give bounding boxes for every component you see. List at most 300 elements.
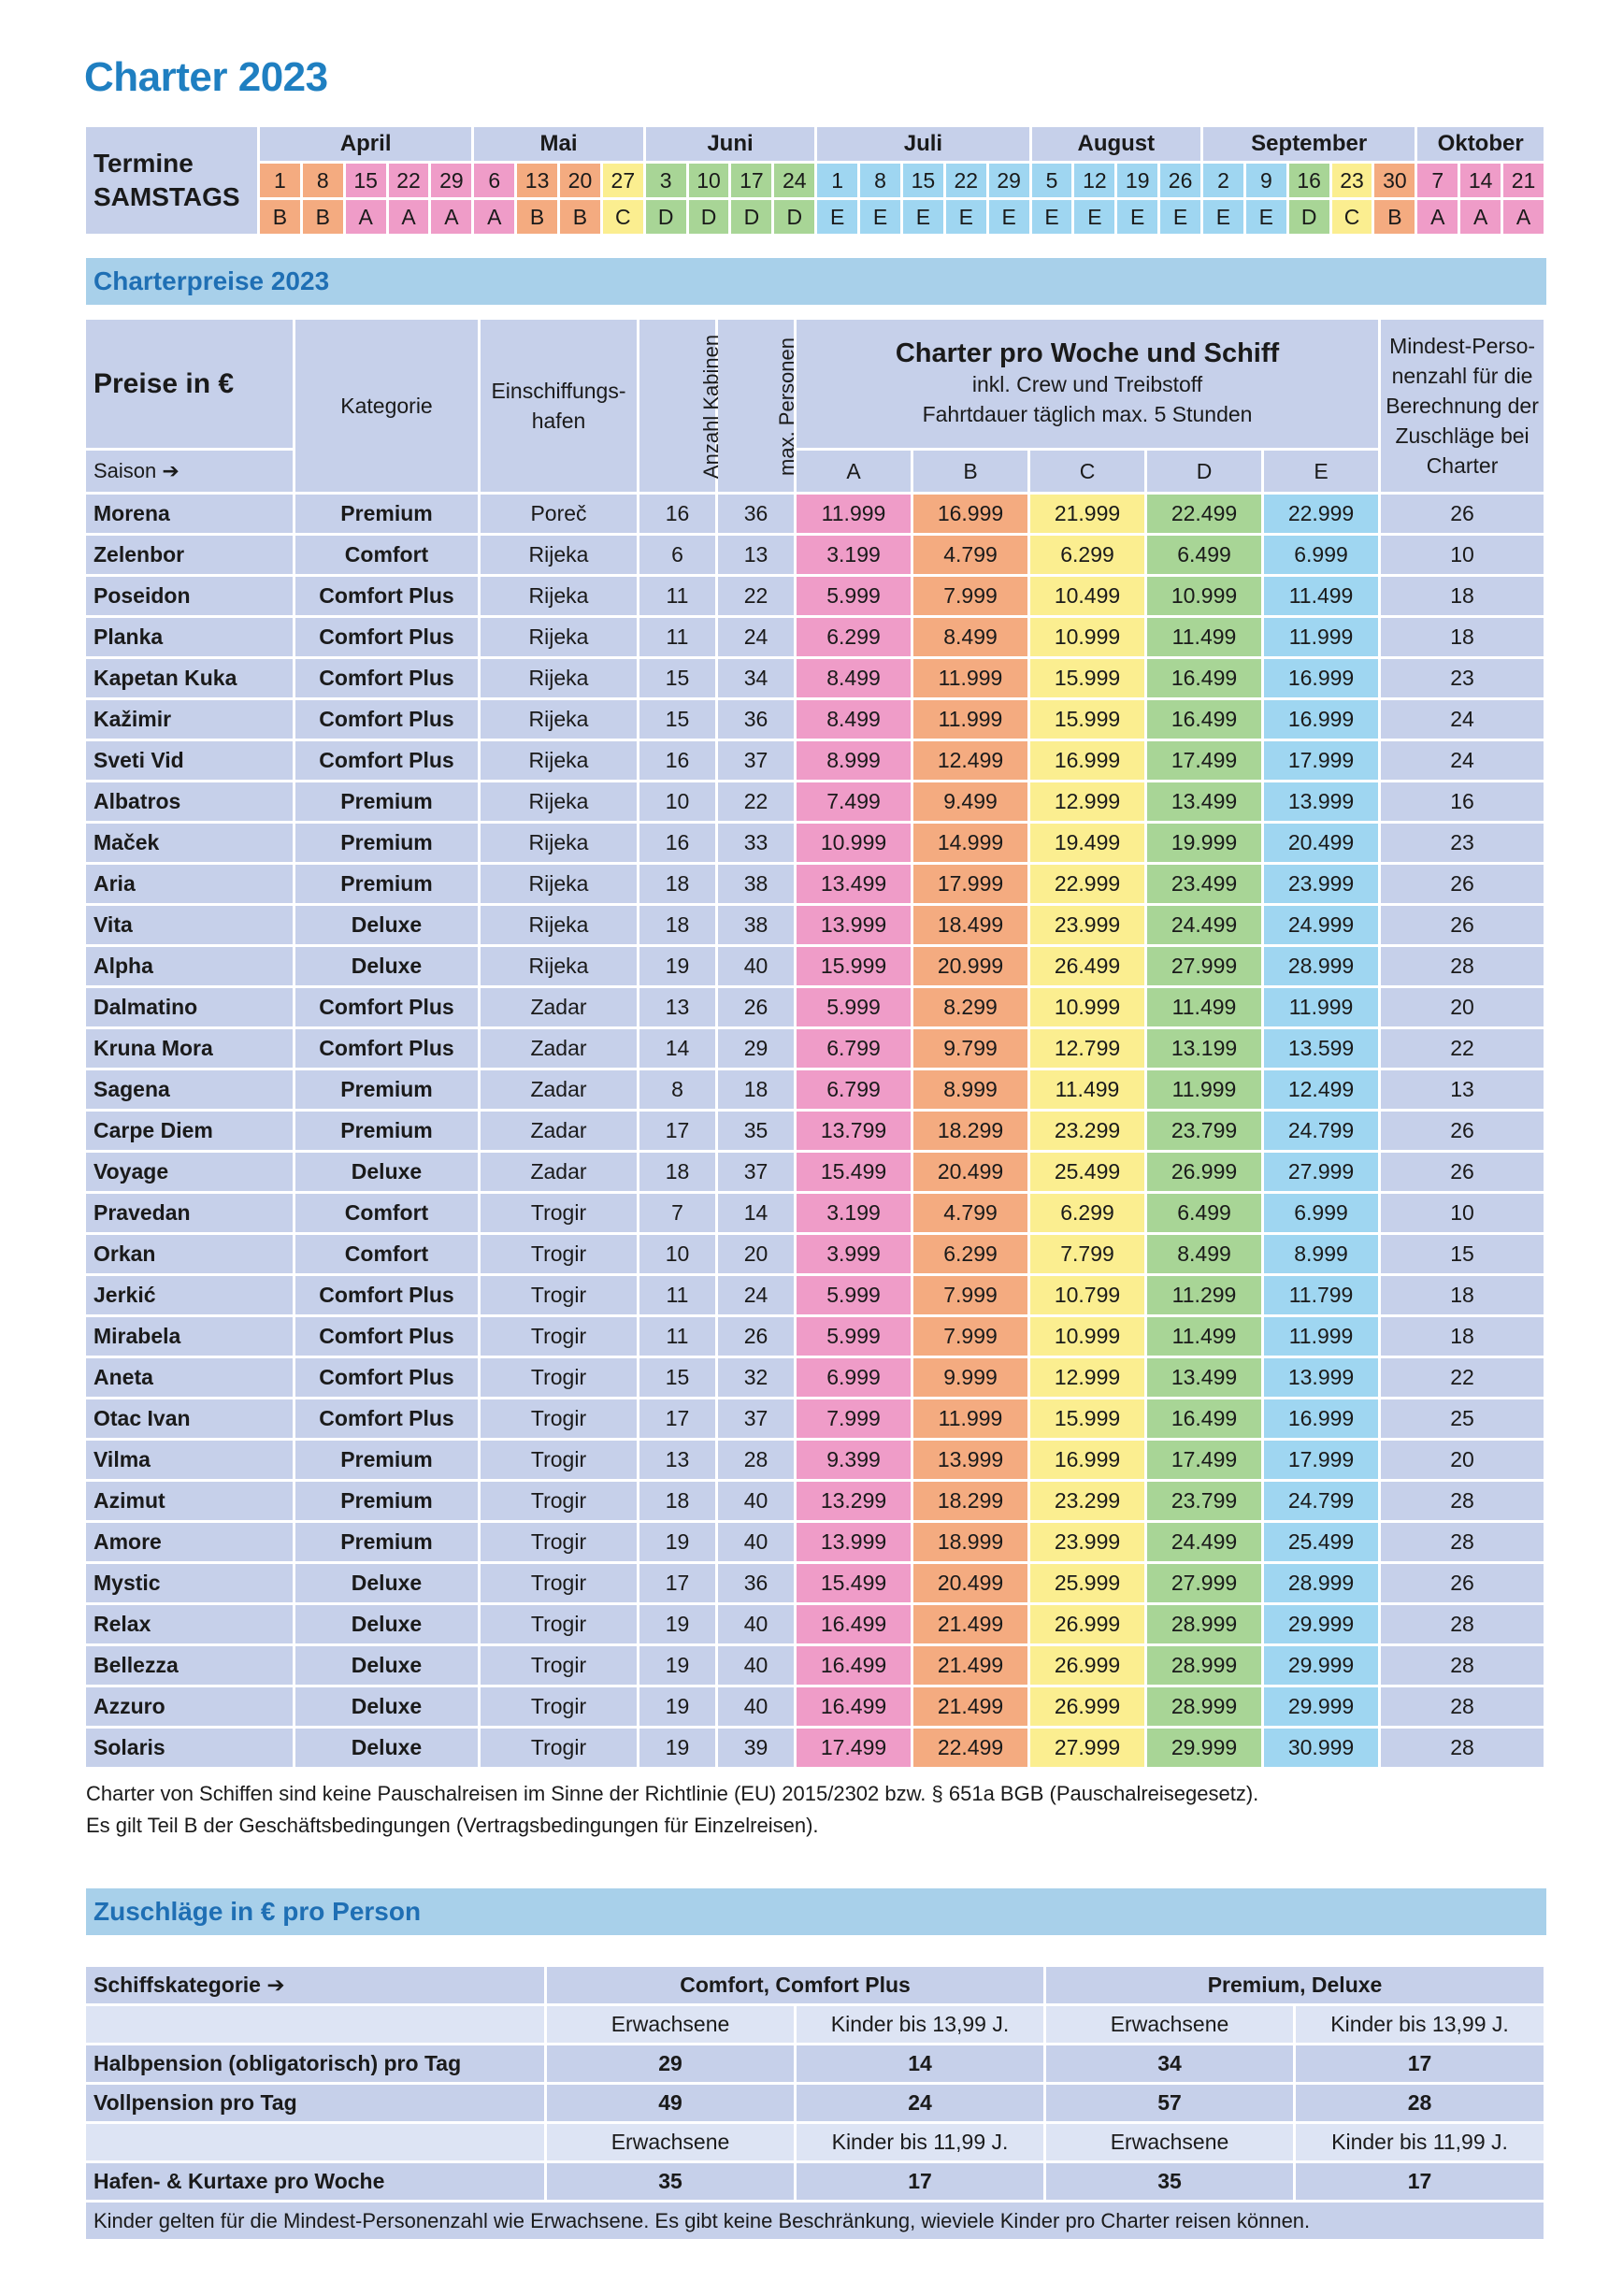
ship-mindest: 23 [1381, 659, 1546, 700]
price-b: 4.799 [913, 1194, 1030, 1235]
price-a: 17.499 [797, 1729, 913, 1770]
ship-kabinen: 15 [639, 700, 718, 741]
ship-hafen: Trogir [481, 1523, 639, 1564]
price-c: 6.299 [1030, 536, 1147, 577]
price-a: 3.199 [797, 536, 913, 577]
ship-kabinen: 15 [639, 659, 718, 700]
price-a: 6.999 [797, 1358, 913, 1399]
zuschlaege-row [86, 2163, 1546, 2203]
zuschlaege-value: 28 [1296, 2085, 1546, 2124]
ship-kategorie: Comfort Plus [295, 618, 481, 659]
termin-day: 10 [689, 164, 732, 200]
ship-kabinen: 13 [639, 1441, 718, 1482]
zuschlaege-row-label: Hafen- & Kurtaxe pro Woche [86, 2163, 547, 2203]
month-mai: Mai [474, 127, 645, 164]
ship-kabinen: 17 [639, 1564, 718, 1605]
header-hafen-line1: Einschiffungs- [491, 379, 626, 403]
price-e: 11.999 [1264, 988, 1381, 1029]
price-e: 16.999 [1264, 700, 1381, 741]
price-c: 27.999 [1030, 1729, 1147, 1770]
price-b: 7.999 [913, 577, 1030, 618]
ship-kabinen: 18 [639, 1482, 718, 1523]
price-b: 6.299 [913, 1235, 1030, 1276]
price-d: 22.499 [1147, 495, 1264, 536]
legal-note-line1: Charter von Schiffen sind keine Pauschalreisen im Sinne der Richtlinie (EU) 2015/2302 bzw. § 651a BGB (Pauschalreisegesetz). [86, 1782, 1259, 1805]
ship-hafen: Zadar [481, 1112, 639, 1153]
price-e: 13.999 [1264, 1358, 1381, 1399]
termin-day: 27 [603, 164, 646, 200]
ship-personen: 22 [718, 782, 797, 824]
ship-kategorie: Deluxe [295, 947, 481, 988]
ship-kategorie: Deluxe [295, 1646, 481, 1687]
price-b: 12.499 [913, 741, 1030, 782]
termin-day: 17 [731, 164, 774, 200]
zuschlaege-subheader: Kinder bis 13,99 J. [1296, 2006, 1546, 2045]
termin-day: 8 [303, 164, 346, 200]
ship-name: Bellezza [86, 1646, 295, 1687]
price-c: 6.299 [1030, 1194, 1147, 1235]
header-hafen [481, 320, 639, 495]
price-c: 22.999 [1030, 865, 1147, 906]
zuschlaege-value: 17 [1296, 2045, 1546, 2085]
price-b: 18.299 [913, 1482, 1030, 1523]
ship-kabinen: 11 [639, 1276, 718, 1317]
ship-kategorie: Deluxe [295, 1153, 481, 1194]
price-c: 26.999 [1030, 1687, 1147, 1729]
zuschlaege-value: 17 [797, 2163, 1046, 2203]
price-c: 15.999 [1030, 1399, 1147, 1441]
ship-kategorie: Comfort Plus [295, 1399, 481, 1441]
zuschlaege-value: 14 [797, 2045, 1046, 2085]
ship-mindest: 28 [1381, 1605, 1546, 1646]
price-d: 27.999 [1147, 1564, 1264, 1605]
ship-personen: 37 [718, 1399, 797, 1441]
price-a: 11.999 [797, 495, 913, 536]
termin-day: 19 [1117, 164, 1160, 200]
price-a: 6.799 [797, 1029, 913, 1070]
price-c: 19.499 [1030, 824, 1147, 865]
price-c: 23.299 [1030, 1112, 1147, 1153]
ship-name: Aneta [86, 1358, 295, 1399]
ship-hafen: Poreč [481, 495, 639, 536]
ship-personen: 36 [718, 495, 797, 536]
ship-mindest: 10 [1381, 536, 1546, 577]
ship-kategorie: Deluxe [295, 906, 481, 947]
price-c: 23.999 [1030, 906, 1147, 947]
zuschlaege-row [86, 2045, 1546, 2085]
ship-kabinen: 19 [639, 1523, 718, 1564]
ship-name: Alpha [86, 947, 295, 988]
ship-personen: 40 [718, 1523, 797, 1564]
termin-season: D [1289, 200, 1332, 237]
ship-name: Kapetan Kuka [86, 659, 295, 700]
termin-season: E [989, 200, 1032, 237]
header-mindest-4: Zuschläge bei [1395, 423, 1530, 448]
price-e: 24.799 [1264, 1482, 1381, 1523]
ship-name: Solaris [86, 1729, 295, 1770]
table-row [86, 741, 1546, 782]
ship-mindest: 28 [1381, 1729, 1546, 1770]
price-e: 11.999 [1264, 618, 1381, 659]
price-b: 11.999 [913, 1399, 1030, 1441]
ship-personen: 40 [718, 1605, 797, 1646]
zuschlaege-footer-note: Kinder gelten für die Mindest-Personenzahl wie Erwachsene. Es gibt keine Beschränkung, wieviele Kinder pro Charter reisen können. [86, 2203, 1546, 2242]
ship-kategorie: Comfort Plus [295, 1029, 481, 1070]
price-b: 8.299 [913, 988, 1030, 1029]
header-mindest-3: Berechnung der [1386, 394, 1539, 418]
header-kabinen-text: Anzahl Kabinen [699, 334, 724, 479]
ship-hafen: Zadar [481, 1153, 639, 1194]
ship-kabinen: 13 [639, 988, 718, 1029]
ship-hafen: Trogir [481, 1729, 639, 1770]
ship-hafen: Rijeka [481, 700, 639, 741]
zuschlaege-row-label: Vollpension pro Tag [86, 2085, 547, 2124]
ship-hafen: Rijeka [481, 947, 639, 988]
price-e: 27.999 [1264, 1153, 1381, 1194]
table-row [86, 495, 1546, 536]
price-b: 22.499 [913, 1729, 1030, 1770]
price-a: 15.999 [797, 947, 913, 988]
ship-kategorie: Comfort [295, 536, 481, 577]
ship-name: Pravedan [86, 1194, 295, 1235]
ship-kategorie: Premium [295, 782, 481, 824]
price-d: 11.999 [1147, 1070, 1264, 1112]
table-row [86, 1029, 1546, 1070]
price-b: 16.999 [913, 495, 1030, 536]
ship-hafen: Rijeka [481, 577, 639, 618]
ship-hafen: Rijeka [481, 906, 639, 947]
ship-hafen: Rijeka [481, 659, 639, 700]
price-b: 21.499 [913, 1605, 1030, 1646]
price-d: 6.499 [1147, 536, 1264, 577]
ship-hafen: Trogir [481, 1235, 639, 1276]
price-c: 11.499 [1030, 1070, 1147, 1112]
zuschlaege-group-premium: Premium, Deluxe [1046, 1967, 1546, 2006]
price-e: 12.499 [1264, 1070, 1381, 1112]
ship-hafen: Trogir [481, 1687, 639, 1729]
ship-personen: 37 [718, 741, 797, 782]
price-a: 5.999 [797, 577, 913, 618]
termin-season: A [1460, 200, 1503, 237]
page-title: Charter 2023 [84, 54, 328, 100]
termin-day: 22 [946, 164, 989, 200]
price-b: 8.999 [913, 1070, 1030, 1112]
price-c: 10.499 [1030, 577, 1147, 618]
price-d: 17.499 [1147, 741, 1264, 782]
price-c: 12.999 [1030, 1358, 1147, 1399]
zuschlaege-value: 49 [547, 2085, 797, 2124]
ship-kategorie: Premium [295, 865, 481, 906]
ship-personen: 26 [718, 1317, 797, 1358]
price-d: 10.999 [1147, 577, 1264, 618]
ship-kabinen: 19 [639, 1729, 718, 1770]
price-a: 15.499 [797, 1153, 913, 1194]
ship-kategorie: Comfort Plus [295, 1317, 481, 1358]
ship-kategorie: Deluxe [295, 1687, 481, 1729]
price-a: 3.999 [797, 1235, 913, 1276]
header-season-b: B [913, 451, 1030, 495]
table-row [86, 1399, 1546, 1441]
price-c: 23.999 [1030, 1523, 1147, 1564]
header-mindest-1: Mindest-Perso- [1389, 334, 1536, 358]
termin-season: B [517, 200, 560, 237]
termin-season: E [1246, 200, 1289, 237]
ship-personen: 26 [718, 988, 797, 1029]
price-b: 20.499 [913, 1564, 1030, 1605]
price-e: 11.499 [1264, 577, 1381, 618]
termin-day: 26 [1160, 164, 1203, 200]
ship-hafen: Trogir [481, 1317, 639, 1358]
ship-kategorie: Deluxe [295, 1729, 481, 1770]
price-a: 13.999 [797, 906, 913, 947]
ship-hafen: Rijeka [481, 741, 639, 782]
price-e: 28.999 [1264, 947, 1381, 988]
table-row [86, 1235, 1546, 1276]
ship-name: Kruna Mora [86, 1029, 295, 1070]
termin-season: B [260, 200, 303, 237]
zuschlaege-subheader: Kinder bis 13,99 J. [797, 2006, 1046, 2045]
header-charter-sub2: Fahrtdauer täglich max. 5 Stunden [922, 402, 1253, 426]
header-season-d: D [1147, 451, 1264, 495]
termin-season: E [817, 200, 860, 237]
ship-mindest: 26 [1381, 906, 1546, 947]
header-kabinen [639, 320, 724, 495]
price-d: 24.499 [1147, 906, 1264, 947]
termin-day: 16 [1289, 164, 1332, 200]
ship-name: Azimut [86, 1482, 295, 1523]
price-c: 26.499 [1030, 947, 1147, 988]
price-c: 15.999 [1030, 659, 1147, 700]
table-row [86, 700, 1546, 741]
price-a: 13.999 [797, 1523, 913, 1564]
table-row [86, 1605, 1546, 1646]
price-d: 8.499 [1147, 1235, 1264, 1276]
zuschlaege-row-label: Halbpension (obligatorisch) pro Tag [86, 2045, 547, 2085]
termin-day: 2 [1203, 164, 1246, 200]
zuschlaege-value: 35 [1046, 2163, 1296, 2203]
termin-season: A [431, 200, 474, 237]
ship-kabinen: 16 [639, 824, 718, 865]
zuschlaege-subheader: Erwachsene [547, 2124, 797, 2163]
ship-kategorie: Comfort Plus [295, 741, 481, 782]
price-a: 13.799 [797, 1112, 913, 1153]
table-row [86, 988, 1546, 1029]
ship-mindest: 28 [1381, 1523, 1546, 1564]
termin-day: 29 [431, 164, 474, 200]
price-d: 16.499 [1147, 1399, 1264, 1441]
termin-season: B [303, 200, 346, 237]
termin-day: 12 [1074, 164, 1117, 200]
header-season-a: A [797, 451, 913, 495]
zuschlaege-subheader-row [86, 2124, 1546, 2163]
header-charter-sub1: inkl. Crew und Treibstoff [971, 372, 1203, 396]
ship-kategorie: Deluxe [295, 1605, 481, 1646]
legal-note [86, 1778, 1258, 1842]
ship-hafen: Rijeka [481, 782, 639, 824]
header-kategorie: Kategorie [295, 320, 481, 495]
price-c: 10.999 [1030, 988, 1147, 1029]
ship-kabinen: 8 [639, 1070, 718, 1112]
termin-day: 7 [1417, 164, 1460, 200]
ship-kabinen: 15 [639, 1358, 718, 1399]
price-a: 10.999 [797, 824, 913, 865]
price-e: 29.999 [1264, 1687, 1381, 1729]
ship-personen: 24 [718, 618, 797, 659]
termine-label-line2: SAMSTAGS [93, 182, 240, 211]
table-row [86, 1646, 1546, 1687]
price-e: 11.999 [1264, 1317, 1381, 1358]
ship-mindest: 26 [1381, 1112, 1546, 1153]
ship-kategorie: Comfort Plus [295, 659, 481, 700]
table-row [86, 1070, 1546, 1112]
termin-day: 13 [517, 164, 560, 200]
price-b: 13.999 [913, 1441, 1030, 1482]
ship-kategorie: Comfort Plus [295, 700, 481, 741]
price-e: 17.999 [1264, 741, 1381, 782]
ship-name: Voyage [86, 1153, 295, 1194]
price-a: 16.499 [797, 1687, 913, 1729]
ship-kategorie: Comfort Plus [295, 577, 481, 618]
zuschlaege-subheader-blank [86, 2124, 547, 2163]
month-april: April [260, 127, 474, 164]
table-row [86, 1482, 1546, 1523]
ship-name: Otac Ivan [86, 1399, 295, 1441]
termin-day: 3 [646, 164, 689, 200]
price-b: 17.999 [913, 865, 1030, 906]
table-row [86, 1687, 1546, 1729]
header-mindest-5: Charter [1426, 453, 1499, 478]
ship-kabinen: 16 [639, 495, 718, 536]
termin-day: 1 [817, 164, 860, 200]
ship-name: Poseidon [86, 577, 295, 618]
ship-kabinen: 19 [639, 1646, 718, 1687]
ship-name: Vilma [86, 1441, 295, 1482]
ship-name: Jerkić [86, 1276, 295, 1317]
ship-kabinen: 19 [639, 1687, 718, 1729]
header-preise: Preise in € [86, 320, 295, 451]
ship-name: Sveti Vid [86, 741, 295, 782]
ship-mindest: 15 [1381, 1235, 1546, 1276]
zuschlaege-value: 34 [1046, 2045, 1296, 2085]
termin-season: A [389, 200, 432, 237]
ship-kabinen: 10 [639, 782, 718, 824]
month-juni: Juni [646, 127, 817, 164]
table-row [86, 659, 1546, 700]
termin-day: 1 [260, 164, 303, 200]
ship-mindest: 16 [1381, 782, 1546, 824]
ship-personen: 38 [718, 906, 797, 947]
ship-kabinen: 17 [639, 1112, 718, 1153]
price-e: 6.999 [1264, 536, 1381, 577]
ship-kabinen: 18 [639, 865, 718, 906]
price-d: 6.499 [1147, 1194, 1264, 1235]
ship-name: Amore [86, 1523, 295, 1564]
ship-mindest: 24 [1381, 741, 1546, 782]
ship-name: Zelenbor [86, 536, 295, 577]
termin-season: C [1332, 200, 1375, 237]
price-d: 28.999 [1147, 1687, 1264, 1729]
ship-name: Maček [86, 824, 295, 865]
table-row [86, 1153, 1546, 1194]
termine-label-line1: Termine [93, 149, 194, 178]
price-e: 8.999 [1264, 1235, 1381, 1276]
price-b: 7.999 [913, 1317, 1030, 1358]
ship-kategorie: Premium [295, 1482, 481, 1523]
header-personen [718, 320, 797, 495]
price-e: 13.599 [1264, 1029, 1381, 1070]
price-c: 10.799 [1030, 1276, 1147, 1317]
ship-mindest: 22 [1381, 1358, 1546, 1399]
price-d: 11.299 [1147, 1276, 1264, 1317]
termin-day: 23 [1332, 164, 1375, 200]
ship-name: Dalmatino [86, 988, 295, 1029]
header-charter [797, 320, 1381, 451]
ship-name: Morena [86, 495, 295, 536]
ship-personen: 36 [718, 700, 797, 741]
ship-name: Mystic [86, 1564, 295, 1605]
header-mindest-2: nenzahl für die [1391, 364, 1533, 388]
ship-name: Aria [86, 865, 295, 906]
price-a: 8.499 [797, 700, 913, 741]
ship-mindest: 18 [1381, 577, 1546, 618]
ship-personen: 38 [718, 865, 797, 906]
ship-kategorie: Comfort Plus [295, 1276, 481, 1317]
table-row [86, 1441, 1546, 1482]
ship-personen: 28 [718, 1441, 797, 1482]
price-a: 13.299 [797, 1482, 913, 1523]
price-c: 16.999 [1030, 1441, 1147, 1482]
zuschlaege-heading: Zuschläge in € pro Person [86, 1888, 1546, 1935]
price-e: 28.999 [1264, 1564, 1381, 1605]
header-charter-title: Charter pro Woche und Schiff [895, 338, 1280, 368]
ship-mindest: 22 [1381, 1029, 1546, 1070]
ship-kabinen: 19 [639, 1605, 718, 1646]
table-row [86, 577, 1546, 618]
price-d: 26.999 [1147, 1153, 1264, 1194]
zuschlaege-subheader: Erwachsene [1046, 2124, 1296, 2163]
price-d: 11.499 [1147, 618, 1264, 659]
ship-kabinen: 18 [639, 906, 718, 947]
ship-hafen: Trogir [481, 1564, 639, 1605]
ship-mindest: 28 [1381, 1687, 1546, 1729]
ship-kabinen: 17 [639, 1399, 718, 1441]
ship-hafen: Rijeka [481, 618, 639, 659]
month-september: September [1203, 127, 1417, 164]
zuschlaege-value: 29 [547, 2045, 797, 2085]
ship-hafen: Rijeka [481, 865, 639, 906]
header-hafen-line2: hafen [531, 409, 586, 433]
termin-season: E [1203, 200, 1246, 237]
termin-season: A [1417, 200, 1460, 237]
ship-mindest: 23 [1381, 824, 1546, 865]
termin-day: 30 [1374, 164, 1417, 200]
header-mindest [1381, 320, 1546, 495]
price-e: 29.999 [1264, 1646, 1381, 1687]
table-row [86, 1729, 1546, 1770]
ship-personen: 33 [718, 824, 797, 865]
table-row [86, 1112, 1546, 1153]
price-c: 12.999 [1030, 782, 1147, 824]
price-c: 26.999 [1030, 1646, 1147, 1687]
price-b: 21.499 [913, 1646, 1030, 1687]
zuschlaege-header-row [86, 1967, 1546, 2006]
ship-kategorie: Comfort Plus [295, 988, 481, 1029]
termin-season: E [903, 200, 946, 237]
price-c: 16.999 [1030, 741, 1147, 782]
price-e: 29.999 [1264, 1605, 1381, 1646]
termine-month-row [86, 127, 1546, 164]
ship-name: Carpe Diem [86, 1112, 295, 1153]
